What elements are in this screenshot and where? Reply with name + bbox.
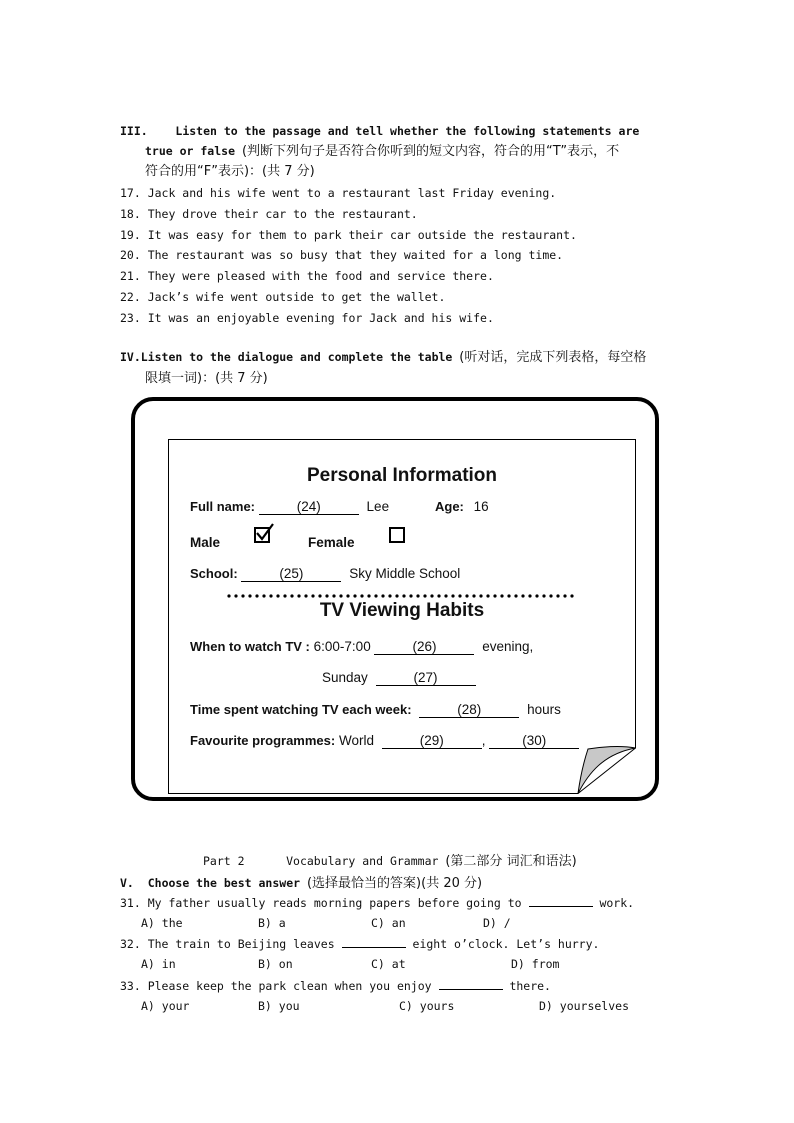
- option[interactable]: A) the: [141, 916, 183, 930]
- divider-dot: [521, 594, 524, 597]
- checkmark-icon: [252, 521, 276, 545]
- favourite-prefix: World: [338, 733, 374, 748]
- question-text: 33. Please keep the park clean when you enjoy: [120, 979, 432, 993]
- question-text: 32. The train to Beijing leaves: [120, 937, 335, 951]
- section-4-numeral: IV.: [120, 350, 141, 364]
- when-label: When to watch TV :: [190, 639, 310, 654]
- divider-dot: [444, 594, 447, 597]
- time-row: [190, 702, 561, 718]
- section-4-instruction-cn-2: 限填一词)：(共 7 分): [145, 371, 268, 386]
- section-3-instruction-cn: (判断下列句子是否符合你听到的短文内容，符合的用“T”表示，不: [241, 144, 620, 159]
- statement-item: 17. Jack and his wife went to a restaurant last Friday evening.: [120, 186, 557, 200]
- section-3-numeral: III.: [120, 124, 148, 138]
- divider-dot: [570, 594, 573, 597]
- divider-dot: [276, 594, 279, 597]
- statement-list: [120, 183, 680, 329]
- option[interactable]: D) from: [511, 957, 560, 971]
- blank-24[interactable]: (24): [259, 500, 359, 515]
- question-text-after: there.: [509, 979, 551, 993]
- divider-dot: [416, 594, 419, 597]
- divider-dot: [430, 594, 433, 597]
- blank-26[interactable]: (26): [374, 640, 474, 655]
- section-5-instruction-cn: (选择最恰当的答案)(共 20 分): [306, 876, 483, 891]
- favourite-label: Favourite programmes:: [190, 733, 336, 748]
- section-5-instruction-en: Choose the best answer: [147, 876, 301, 890]
- divider-dot: [514, 594, 517, 597]
- divider-dot: [304, 594, 307, 597]
- blank-28[interactable]: (28): [419, 703, 519, 718]
- section-3-instruction-en: Listen to the passage and tell whether the following statements are: [175, 124, 640, 138]
- divider-dot: [360, 594, 363, 597]
- question-text-after: work.: [599, 896, 635, 910]
- tv-habits-title: TV Viewing Habits: [319, 600, 485, 621]
- divider-dot: [528, 594, 531, 597]
- section-4-instruction-cn: (听对话，完成下列表格，每空格: [459, 350, 647, 365]
- divider-dot: [325, 594, 328, 597]
- divider-dot: [227, 594, 230, 597]
- option[interactable]: A) your: [141, 999, 190, 1013]
- divider-dot: [367, 594, 370, 597]
- divider-dot: [542, 594, 545, 597]
- divider-dot: [311, 594, 314, 597]
- school-label: School:: [190, 566, 238, 581]
- divider-dot: [472, 594, 475, 597]
- option[interactable]: C) an: [371, 916, 406, 930]
- section-5-instructions: [120, 872, 482, 891]
- option[interactable]: D) yourselves: [539, 999, 630, 1013]
- blank-25[interactable]: (25): [241, 567, 341, 582]
- divider-dot: [549, 594, 552, 597]
- option[interactable]: B) on: [258, 957, 293, 971]
- fullname-value: Lee: [366, 499, 390, 514]
- form-title: Personal Information: [306, 465, 498, 486]
- divider-dot: [535, 594, 538, 597]
- divider-dot: [465, 594, 468, 597]
- option[interactable]: C) yours: [399, 999, 455, 1013]
- divider-dot: [409, 594, 412, 597]
- when-row: [190, 639, 533, 655]
- age-row: [435, 499, 489, 514]
- divider-dot: [346, 594, 349, 597]
- blank-27[interactable]: (27): [376, 671, 476, 686]
- divider-dot: [556, 594, 559, 597]
- option[interactable]: C) at: [371, 957, 406, 971]
- fullname-label: Full name:: [190, 499, 256, 514]
- divider-dot: [290, 594, 293, 597]
- divider-dot: [563, 594, 566, 597]
- age-label: Age:: [435, 499, 464, 514]
- divider-dot: [262, 594, 265, 597]
- part-2-label: Part 2: [203, 854, 245, 868]
- favourite-row: [190, 733, 579, 749]
- divider-dot: [458, 594, 461, 597]
- statement-item: 21. They were pleased with the food and service there.: [120, 269, 494, 284]
- divider-dot: [269, 594, 272, 597]
- male-label: Male: [190, 535, 221, 550]
- female-label: Female: [308, 535, 355, 550]
- section-4-instruction-en: Listen to the dialogue and complete the table: [140, 350, 453, 364]
- time-label: Time spent watching TV each week:: [190, 702, 412, 717]
- divider-dot: [339, 594, 342, 597]
- blank-30[interactable]: (30): [489, 734, 579, 749]
- option[interactable]: B) a: [258, 916, 286, 930]
- divider-dot: [486, 594, 489, 597]
- part-2-title-cn: (第二部分 词汇和语法): [445, 854, 577, 869]
- part-2-heading: [203, 850, 577, 869]
- divider-dot: [493, 594, 496, 597]
- question-32: [120, 936, 599, 951]
- female-checkbox[interactable]: [389, 527, 405, 543]
- when-suffix: evening,: [482, 639, 534, 654]
- divider-dot: [332, 594, 335, 597]
- sunday-row: [322, 670, 476, 686]
- statement-item: 19. It was easy for them to park their car outside the restaurant.: [120, 227, 577, 242]
- answer-blank[interactable]: [342, 936, 406, 948]
- question-text: 31. My father usually reads morning papers before going to: [120, 896, 522, 910]
- sunday-label: Sunday: [322, 670, 368, 685]
- time-suffix: hours: [527, 702, 561, 717]
- divider-dot: [395, 594, 398, 597]
- age-value: 16: [473, 499, 489, 514]
- statement-item: 22. Jack’s wife went outside to get the wallet.: [120, 289, 446, 304]
- section-3-instruction-cn-2: 符合的用“F”表示)：(共 7 分): [145, 164, 315, 179]
- divider-dot: [451, 594, 454, 597]
- school-row: [190, 566, 460, 582]
- divider-dot: [283, 594, 286, 597]
- divider-dot: [248, 594, 251, 597]
- answer-blank[interactable]: [439, 978, 503, 990]
- divider-dot: [479, 594, 482, 597]
- question-31: [120, 895, 634, 910]
- divider-dot: [437, 594, 440, 597]
- divider-dot: [241, 594, 244, 597]
- question-33: [120, 978, 551, 993]
- answer-blank[interactable]: [529, 895, 593, 907]
- divider-dot: [402, 594, 405, 597]
- divider-dot: [255, 594, 258, 597]
- divider-dot: [423, 594, 426, 597]
- part-2-title-en: Vocabulary and Grammar: [286, 854, 439, 868]
- statement-item: 23. It was an enjoyable evening for Jack and his wife.: [120, 310, 494, 325]
- statement-item: 18. They drove their car to the restaurant.: [120, 206, 418, 221]
- option[interactable]: B) you: [258, 999, 300, 1013]
- divider-dot: [374, 594, 377, 597]
- divider-dot: [381, 594, 384, 597]
- section-3-instructions: [120, 121, 680, 182]
- divider-dot: [318, 594, 321, 597]
- school-value: Sky Middle School: [349, 566, 461, 581]
- divider-dot: [500, 594, 503, 597]
- section-5-numeral: V.: [120, 876, 134, 890]
- section-3-instruction-en-2: true or false: [145, 144, 236, 158]
- favourite-comma: ,: [481, 733, 486, 748]
- section-4-instructions: [120, 347, 680, 389]
- divider-dot: [507, 594, 510, 597]
- option[interactable]: A) in: [141, 957, 176, 971]
- divider-dot: [234, 594, 237, 597]
- divider-dot: [388, 594, 391, 597]
- option[interactable]: D) /: [483, 916, 511, 930]
- statement-item: 20. The restaurant was so busy that they waited for a long time.: [120, 248, 564, 263]
- when-time: 6:00-7:00: [313, 639, 371, 654]
- divider-dot: [297, 594, 300, 597]
- dotted-divider: [226, 593, 578, 599]
- divider-dot: [353, 594, 356, 597]
- fullname-row: [190, 499, 389, 515]
- blank-29[interactable]: (29): [382, 734, 482, 749]
- question-text-after: eight o’clock. Let’s hurry.: [412, 937, 600, 951]
- personal-info-card: [168, 439, 636, 794]
